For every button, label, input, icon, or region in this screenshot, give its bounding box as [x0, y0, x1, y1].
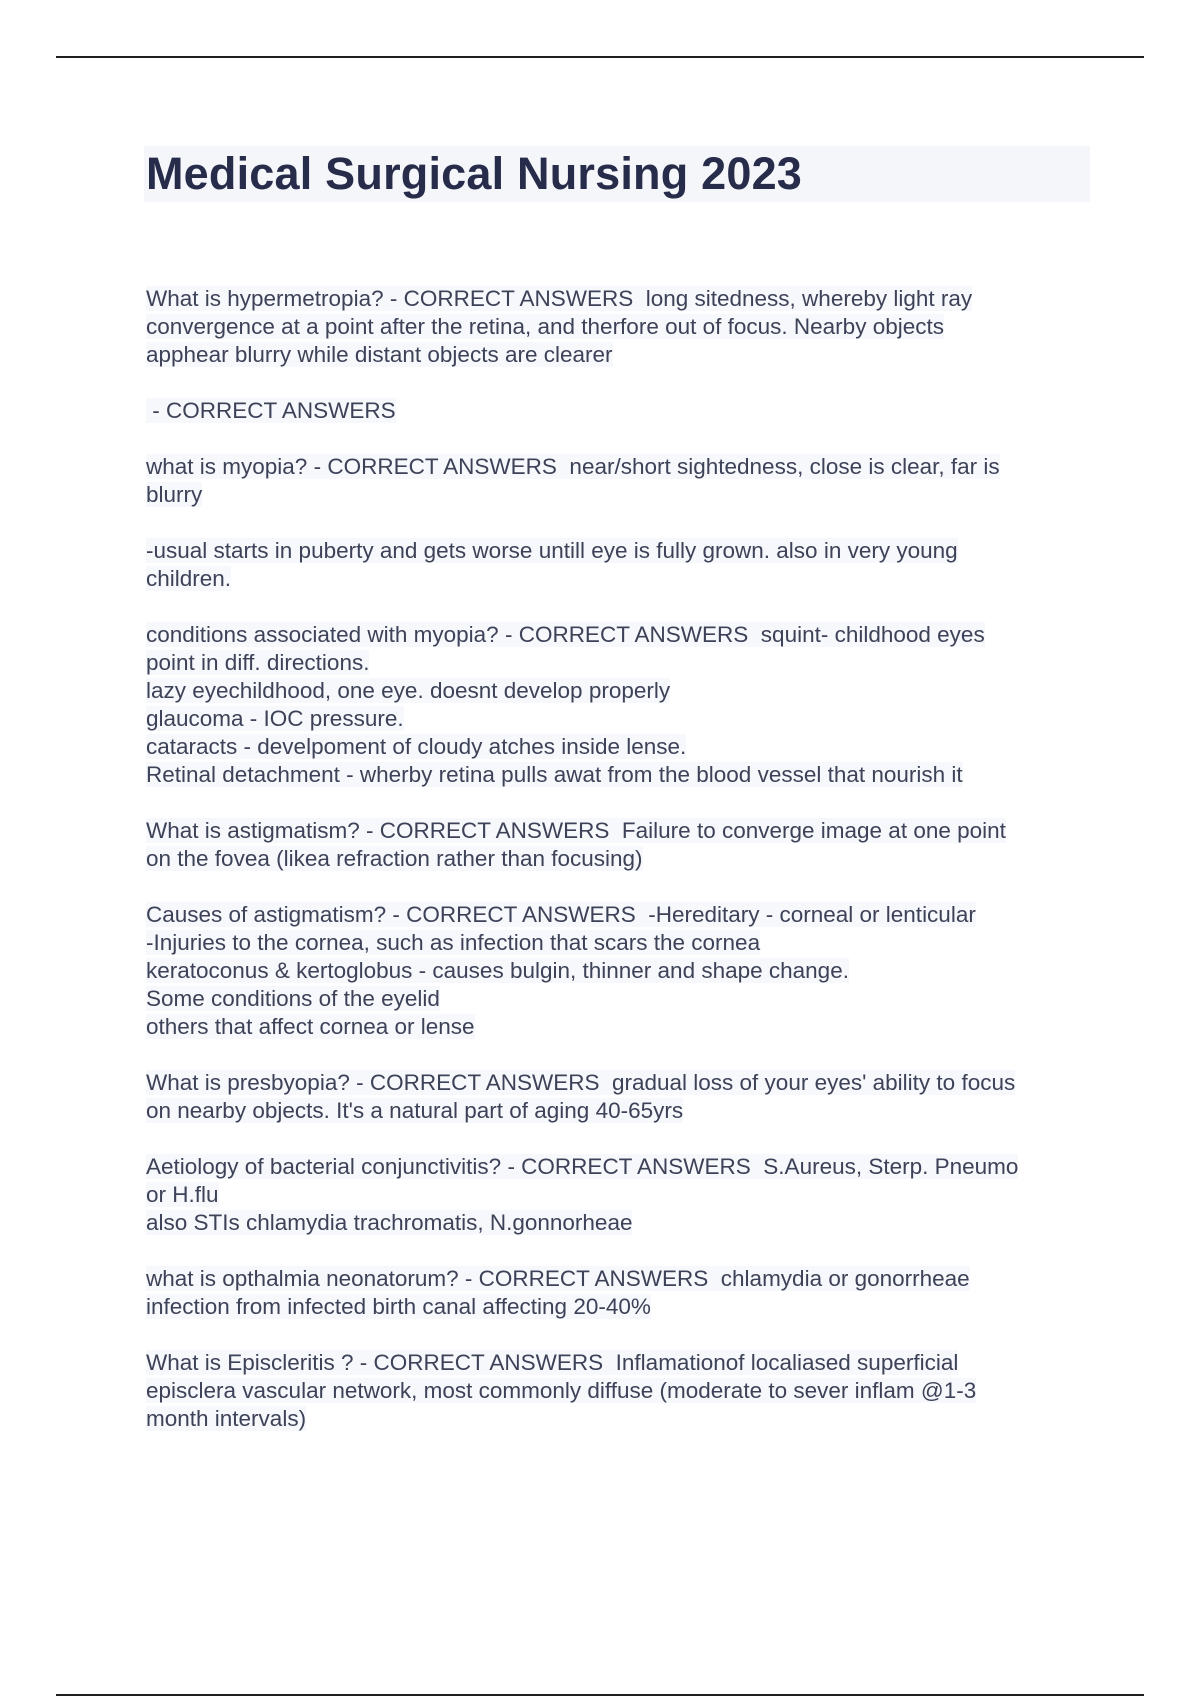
qa-line: [146, 845, 1096, 873]
qa-line: [146, 705, 1096, 733]
qa-line: [146, 929, 1096, 957]
qa-line: [146, 1181, 1096, 1209]
qa-line: [146, 397, 1096, 425]
qa-line-text: Some conditions of the eyelid: [146, 986, 440, 1011]
qa-line-text: -usual starts in puberty and gets worse untill eye is fully grown. also in very young: [146, 538, 958, 563]
qa-line-text: What is presbyopia? - CORRECT ANSWERS gradual loss of your eyes' ability to focus: [146, 1070, 1016, 1095]
qa-line: [146, 901, 1096, 929]
qa-line: [146, 733, 1096, 761]
qa-line: [146, 313, 1096, 341]
qa-line-text: others that affect cornea or lense: [146, 1014, 475, 1039]
qa-line-text: month intervals): [146, 1406, 307, 1431]
qa-line-text: convergence at a point after the retina, and therfore out of focus. Nearby objects: [146, 314, 944, 339]
qa-line-text: What is hypermetropia? - CORRECT ANSWERS long sitedness, whereby light ray: [146, 286, 973, 311]
qa-line: [146, 565, 1096, 593]
qa-line: [146, 285, 1096, 313]
qa-entry: [146, 537, 1096, 593]
qa-line-text: episclera vascular network, most commonly diffuse (moderate to sever inflam @1-3: [146, 1378, 977, 1403]
qa-line: [146, 453, 1096, 481]
qa-line: [146, 1153, 1096, 1181]
qa-line-text: conditions associated with myopia? - CORRECT ANSWERS squint- childhood eyes: [146, 622, 985, 647]
qa-line-text: What is astigmatism? - CORRECT ANSWERS Failure to converge image at one point: [146, 818, 1006, 843]
qa-line-text: children.: [146, 566, 232, 591]
qa-content: [146, 285, 1096, 1461]
top-rule: [56, 56, 1144, 58]
qa-entry: [146, 1069, 1096, 1125]
qa-line: [146, 817, 1096, 845]
qa-entry: [146, 285, 1096, 369]
qa-line: [146, 1097, 1096, 1125]
qa-line: [146, 761, 1096, 789]
qa-line-text: - CORRECT ANSWERS: [146, 398, 396, 423]
qa-line-text: on the fovea (likea refraction rather than focusing): [146, 846, 643, 871]
qa-line: [146, 1265, 1096, 1293]
qa-line-text: Retinal detachment - wherby retina pulls awat from the blood vessel that nourish it: [146, 762, 963, 787]
qa-line: [146, 957, 1096, 985]
qa-line: [146, 1349, 1096, 1377]
qa-line: [146, 1069, 1096, 1097]
qa-line-text: keratoconus & kertoglobus - causes bulgin, thinner and shape change.: [146, 958, 849, 983]
qa-line-text: glaucoma - IOC pressure.: [146, 706, 404, 731]
qa-line-text: point in diff. directions.: [146, 650, 370, 675]
qa-line-text: What is Episcleritis ? - CORRECT ANSWERS Inflamationof localiased superficial: [146, 1350, 959, 1375]
qa-line: [146, 649, 1096, 677]
qa-entry: [146, 1349, 1096, 1433]
qa-line: [146, 1013, 1096, 1041]
qa-line: [146, 1209, 1096, 1237]
qa-line-text: lazy eyechildhood, one eye. doesnt develop properly: [146, 678, 671, 703]
page-title: Medical Surgical Nursing 2023: [146, 148, 803, 199]
qa-entry: [146, 901, 1096, 1041]
qa-line-text: on nearby objects. It's a natural part of aging 40-65yrs: [146, 1098, 684, 1123]
qa-line-text: Causes of astigmatism? - CORRECT ANSWERS -Hereditary - corneal or lenticular: [146, 902, 976, 927]
qa-line-text: -Injuries to the cornea, such as infection that scars the cornea: [146, 930, 761, 955]
qa-line: [146, 1405, 1096, 1433]
qa-line: [146, 985, 1096, 1013]
qa-entry: [146, 1153, 1096, 1237]
qa-line: [146, 537, 1096, 565]
qa-line-text: what is myopia? - CORRECT ANSWERS near/short sightedness, close is clear, far is: [146, 454, 1000, 479]
qa-entry: [146, 621, 1096, 789]
qa-line-text: what is opthalmia neonatorum? - CORRECT ANSWERS chlamydia or gonorrheae: [146, 1266, 970, 1291]
qa-line: [146, 1293, 1096, 1321]
qa-line-text: also STIs chlamydia trachromatis, N.gonnorheae: [146, 1210, 633, 1235]
qa-line: [146, 677, 1096, 705]
bottom-rule: [56, 1694, 1144, 1696]
qa-line-text: apphear blurry while distant objects are clearer: [146, 342, 613, 367]
qa-line-text: or H.flu: [146, 1182, 219, 1207]
qa-line-text: infection from infected birth canal affecting 20-40%: [146, 1294, 651, 1319]
qa-line: [146, 621, 1096, 649]
qa-entry: [146, 453, 1096, 509]
qa-line-text: cataracts - develpoment of cloudy atches inside lense.: [146, 734, 687, 759]
qa-line-text: blurry: [146, 482, 203, 507]
qa-line: [146, 1377, 1096, 1405]
qa-entry: [146, 1265, 1096, 1321]
qa-line-text: Aetiology of bacterial conjunctivitis? - CORRECT ANSWERS S.Aureus, Sterp. Pneumo: [146, 1154, 1019, 1179]
qa-line: [146, 341, 1096, 369]
qa-entry: [146, 817, 1096, 873]
qa-entry: [146, 397, 1096, 425]
qa-line: [146, 481, 1096, 509]
